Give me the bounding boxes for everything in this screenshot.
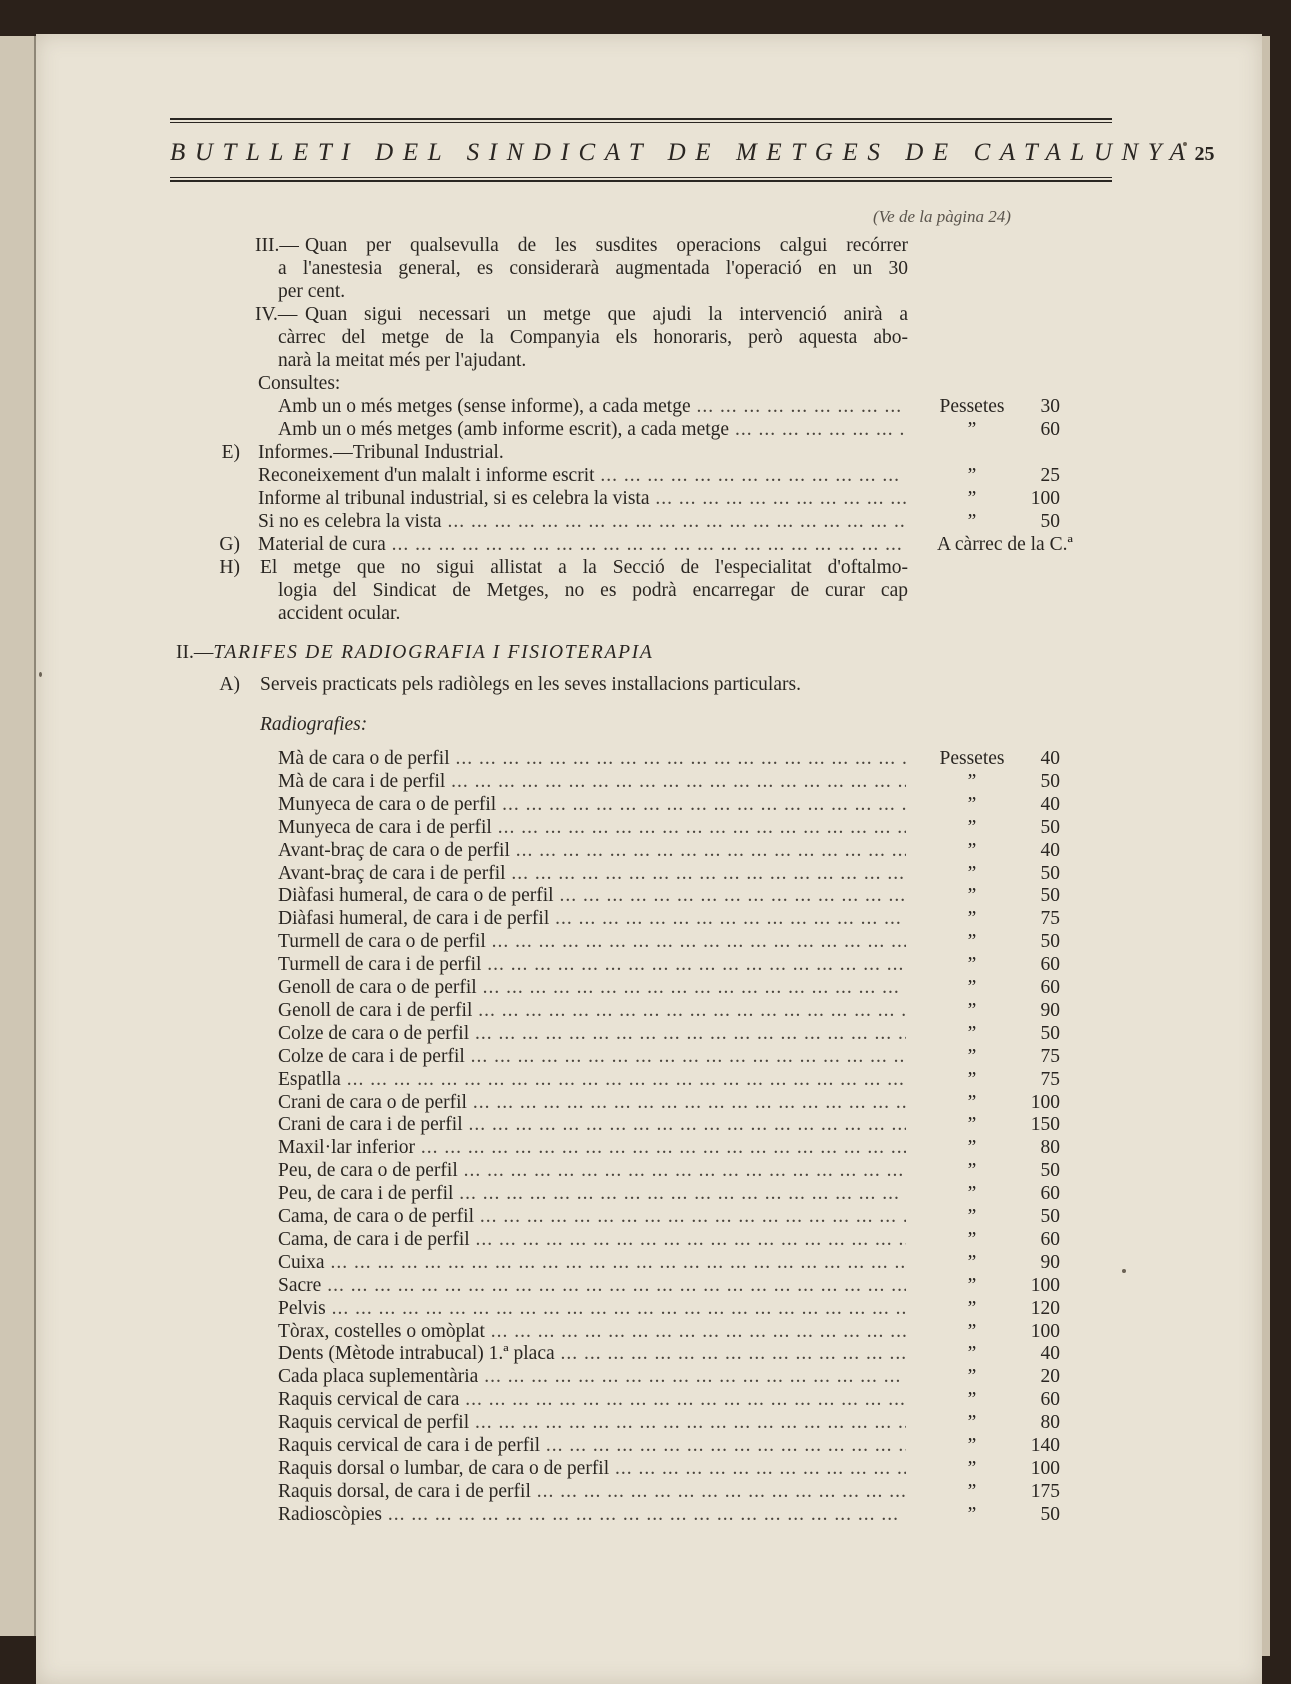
fee-label: Amb un o més metges (amb informe escrit), a cada metge ... . <box>278 418 906 441</box>
fee-row <box>0 1228 1291 1251</box>
journal-title: BUTLLETI DEL SINDICAT DE METGES DE CATALUNYA <box>170 139 1195 166</box>
fee-currency: ” <box>967 1045 977 1067</box>
fee-row <box>0 1297 1291 1320</box>
fee-currency: ” <box>967 954 977 976</box>
fee-amount: 30 <box>1040 396 1060 417</box>
item-iii-line-3: per cent. <box>278 281 346 302</box>
fee-label: Crani de cara i de perfil ... . <box>278 1113 906 1136</box>
fee-label: Crani de cara o de perfil ... . <box>278 1091 906 1114</box>
fee-amount: 50 <box>1040 816 1060 838</box>
fee-row <box>0 1365 1291 1388</box>
fee-row <box>0 1113 1291 1136</box>
consultes-heading: Consultes: <box>258 373 341 394</box>
fee-row <box>0 1320 1291 1343</box>
radiografies-heading: Radiografies: <box>260 714 368 735</box>
item-iv-number: IV.— <box>255 304 298 325</box>
fee-currency: ” <box>967 465 977 486</box>
fee-row <box>0 1205 1291 1228</box>
fee-label: Genoll de cara o de perfil ... . <box>278 976 906 999</box>
fee-currency: ” <box>967 1297 977 1319</box>
fee-label: Raquis cervical de perfil ... . <box>278 1411 906 1434</box>
fee-row <box>0 1388 1291 1411</box>
fee-currency: ” <box>967 1183 977 1205</box>
fee-currency: ” <box>967 977 977 998</box>
fee-label: Raquis dorsal, de cara i de perfil ... . <box>278 1480 906 1503</box>
item-iv-line-3: narà la meitat més per l'ajudant. <box>278 350 527 371</box>
fee-currency: ” <box>967 839 977 861</box>
paper-speck <box>39 672 42 677</box>
fee-currency: ” <box>967 1503 977 1525</box>
fee-row <box>0 930 1291 953</box>
fee-row <box>0 747 1291 770</box>
fee-amount: 90 <box>1040 1251 1060 1273</box>
fee-row <box>0 464 1291 487</box>
fee-label: Maxil·lar inferior ... . <box>278 1136 906 1159</box>
item-h-line-2: logia del Sindicat de Metges, no es podrà encarregar de curar cap <box>278 580 908 601</box>
fee-row <box>0 1159 1291 1182</box>
fee-label: Colze de cara i de perfil ... . <box>278 1045 906 1068</box>
fee-label: Tòrax, costelles o omòplat ... . <box>278 1320 906 1343</box>
fee-amount: 50 <box>1040 862 1060 884</box>
fee-amount: 100 <box>1030 1091 1060 1113</box>
fee-currency: ” <box>967 1068 977 1090</box>
fee-amount: 60 <box>1040 1183 1060 1205</box>
fee-label: Si no es celebra la vista ... . <box>258 510 906 533</box>
fee-amount: 60 <box>1040 419 1060 440</box>
fee-amount: 60 <box>1040 954 1060 976</box>
fee-label: Cada placa suplementària ... . <box>278 1365 906 1388</box>
fee-label: Colze de cara o de perfil ... . <box>278 1022 906 1045</box>
fee-note: A càrrec de la C.ª <box>937 534 1073 555</box>
fee-currency: ” <box>967 1366 977 1388</box>
fee-row <box>0 418 1291 441</box>
fee-amount: 100 <box>1030 1457 1060 1479</box>
fee-amount: 50 <box>1040 1206 1060 1227</box>
fee-label: Cama, de cara o de perfil ... . <box>278 1205 906 1228</box>
item-a-text: Serveis practicats pels radiòlegs en les seves installacions particulars. <box>260 674 801 695</box>
fee-amount: 80 <box>1040 1137 1060 1159</box>
fee-currency: ” <box>967 1343 977 1365</box>
fee-amount: 25 <box>1040 465 1060 486</box>
fee-label: Sacre ... . <box>278 1274 906 1297</box>
fee-currency: ” <box>967 1320 977 1342</box>
fee-currency: ” <box>967 1435 977 1456</box>
item-g-letter: G) <box>219 534 240 555</box>
fee-currency: ” <box>967 1160 977 1182</box>
fee-currency: ” <box>967 1228 977 1250</box>
fee-label: Informe al tribunal industrial, si es celebra la vista ... . <box>258 487 906 510</box>
fee-label: Pelvis ... . <box>278 1297 906 1320</box>
fee-row <box>0 487 1291 510</box>
fee-amount: 75 <box>1040 1068 1060 1090</box>
fee-amount: 50 <box>1040 885 1060 907</box>
fee-row <box>0 1068 1291 1091</box>
item-e-text: Informes.—Tribunal Industrial. <box>258 442 504 463</box>
fee-label: Avant-braç de cara o de perfil ... . <box>278 839 906 862</box>
section-heading-text: TARIFES DE RADIOGRAFIA I FISIOTERAPIA <box>213 642 654 663</box>
fee-currency: ” <box>967 1022 977 1044</box>
fee-currency: ” <box>967 770 977 792</box>
item-iii-line-2: a l'anestesia general, es considerarà augmentada l'operació en un 30 <box>278 258 908 279</box>
fee-label: Mà de cara o de perfil ... . <box>278 747 906 770</box>
running-header <box>170 118 1215 182</box>
fee-currency: ” <box>967 1274 977 1296</box>
fee-row <box>0 976 1291 999</box>
fee-amount: 40 <box>1040 839 1060 861</box>
fee-currency: ” <box>967 816 977 838</box>
fee-label: Dents (Mètode intrabucal) 1.ª placa ... . <box>278 1342 906 1365</box>
fee-currency: ” <box>967 1114 977 1136</box>
item-e-letter: E) <box>221 442 240 463</box>
item-a-letter: A) <box>219 674 240 695</box>
fee-currency: ” <box>967 1389 977 1411</box>
fee-amount: 50 <box>1040 770 1060 792</box>
fee-label: Espatlla ... . <box>278 1068 906 1091</box>
fee-amount: 60 <box>1040 977 1060 998</box>
fee-currency: Pessetes <box>939 396 1005 417</box>
fee-row <box>0 999 1291 1022</box>
fee-row <box>0 884 1291 907</box>
fee-amount: 150 <box>1030 1114 1060 1136</box>
fee-label: Raquis cervical de cara ... . <box>278 1388 906 1411</box>
fee-amount: 100 <box>1030 488 1060 509</box>
fee-label: Munyeca de cara i de perfil ... . <box>278 816 906 839</box>
fee-row <box>0 1457 1291 1480</box>
fee-amount: 100 <box>1030 1320 1060 1342</box>
fee-amount: 90 <box>1040 999 1060 1021</box>
fee-currency: ” <box>967 793 977 815</box>
fee-row <box>0 816 1291 839</box>
header-rule-top <box>170 118 1112 120</box>
fee-label: Raquis dorsal o lumbar, de cara o de perfil ... . <box>278 1457 906 1480</box>
fee-currency: ” <box>967 1251 977 1273</box>
fee-currency: ” <box>967 419 977 440</box>
fee-label: Cama, de cara i de perfil ... . <box>278 1228 906 1251</box>
fee-amount: 50 <box>1040 931 1060 953</box>
fee-currency: ” <box>967 1091 977 1113</box>
fee-amount: 40 <box>1040 1343 1060 1365</box>
header-rule-bottom-thin <box>170 177 1112 178</box>
fee-label: Radioscòpies ... . <box>278 1503 906 1526</box>
fee-currency: ” <box>967 1480 977 1502</box>
fee-label: Turmell de cara o de perfil ... . <box>278 930 906 953</box>
fee-currency: ” <box>967 1206 977 1227</box>
fee-row <box>0 793 1291 816</box>
fee-label: Diàfasi humeral, de cara i de perfil ... . <box>278 907 906 930</box>
fee-amount: 50 <box>1040 511 1060 532</box>
fee-currency: ” <box>967 1457 977 1479</box>
item-iv-line-2: càrrec del metge de la Companyia els honoraris, però aquesta abo- <box>278 327 908 348</box>
fee-row <box>0 770 1291 793</box>
header-rule-bottom <box>170 180 1112 182</box>
fee-row <box>0 839 1291 862</box>
fee-amount: 100 <box>1030 1274 1060 1296</box>
fee-label: Mà de cara i de perfil ... . <box>278 770 906 793</box>
fee-currency: ” <box>967 999 977 1021</box>
fee-row <box>0 510 1291 533</box>
fee-label: Genoll de cara i de perfil ... . <box>278 999 906 1022</box>
fee-amount: 120 <box>1030 1297 1060 1319</box>
fee-row <box>0 907 1291 930</box>
fee-amount: 50 <box>1040 1022 1060 1044</box>
page-number: 25 <box>1194 143 1215 165</box>
fee-label: Material de cura ... . <box>258 533 906 556</box>
fee-row <box>0 1251 1291 1274</box>
section-heading-number: II.— <box>176 642 214 663</box>
fee-currency: ” <box>967 862 977 884</box>
fee-row <box>0 1342 1291 1365</box>
fee-row <box>0 1434 1291 1457</box>
fee-label: Cuixa ... . <box>278 1251 906 1274</box>
fee-row <box>0 1091 1291 1114</box>
fee-row <box>0 953 1291 976</box>
fee-row <box>0 1045 1291 1068</box>
fee-amount: 40 <box>1040 793 1060 815</box>
fee-currency: ” <box>967 931 977 953</box>
fee-amount: 75 <box>1040 908 1060 930</box>
fee-currency: ” <box>967 488 977 509</box>
fee-currency: ” <box>967 908 977 930</box>
fee-label: Munyeca de cara o de perfil ... . <box>278 793 906 816</box>
item-iv-line-1: Quan sigui necessari un metge que ajudi la intervenció anirà a <box>305 304 908 325</box>
fee-amount: 60 <box>1040 1228 1060 1250</box>
item-iii-line-1: Quan per qualsevulla de les susdites operacions calgui recórrer <box>305 235 908 256</box>
fee-row <box>0 1480 1291 1503</box>
fee-label: Diàfasi humeral, de cara o de perfil ... . <box>278 884 906 907</box>
fee-currency: ” <box>967 1137 977 1159</box>
fee-amount: 75 <box>1040 1045 1060 1067</box>
fee-amount: 50 <box>1040 1160 1060 1182</box>
fee-row <box>0 862 1291 885</box>
fee-currency: Pessetes <box>939 748 1005 769</box>
fee-label: Peu, de cara i de perfil ... . <box>278 1182 906 1205</box>
fee-row <box>0 1022 1291 1045</box>
fee-row <box>0 1136 1291 1159</box>
fee-amount: 40 <box>1040 748 1060 769</box>
fee-label: Avant-braç de cara i de perfil ... . <box>278 862 906 885</box>
fee-amount: 175 <box>1030 1480 1060 1502</box>
fee-amount: 20 <box>1040 1366 1060 1388</box>
fee-label: Raquis cervical de cara i de perfil ... . <box>278 1434 906 1457</box>
item-h-letter: H) <box>219 557 240 578</box>
fee-row <box>0 533 1291 556</box>
item-h-line-3: accident ocular. <box>278 603 401 624</box>
fee-row <box>0 1503 1291 1526</box>
fee-row <box>0 1274 1291 1297</box>
fee-amount: 140 <box>1030 1435 1060 1456</box>
fee-currency: ” <box>967 1412 977 1434</box>
fee-currency: ” <box>967 511 977 532</box>
fee-label: Reconeixement d'un malalt i informe escrit ... . <box>258 464 906 487</box>
section-heading <box>176 641 654 664</box>
item-iii-number: III.— <box>255 235 299 256</box>
fee-currency: ” <box>967 885 977 907</box>
fee-label: Amb un o més metges (sense informe), a cada metge ... . <box>278 395 906 418</box>
fee-amount: 60 <box>1040 1389 1060 1411</box>
item-h-line-1: El metge que no sigui allistat a la Secció de l'especialitat d'oftalmo- <box>260 557 908 578</box>
fee-row <box>0 395 1291 418</box>
header-row <box>170 123 1215 175</box>
fee-row <box>0 1182 1291 1205</box>
fee-amount: 80 <box>1040 1412 1060 1434</box>
continuation-note: (Ve de la pàgina 24) <box>873 207 1011 226</box>
fee-amount: 50 <box>1040 1503 1060 1525</box>
fee-label: Turmell de cara i de perfil ... . <box>278 953 906 976</box>
fee-label: Peu, de cara o de perfil ... . <box>278 1159 906 1182</box>
fee-row <box>0 1411 1291 1434</box>
